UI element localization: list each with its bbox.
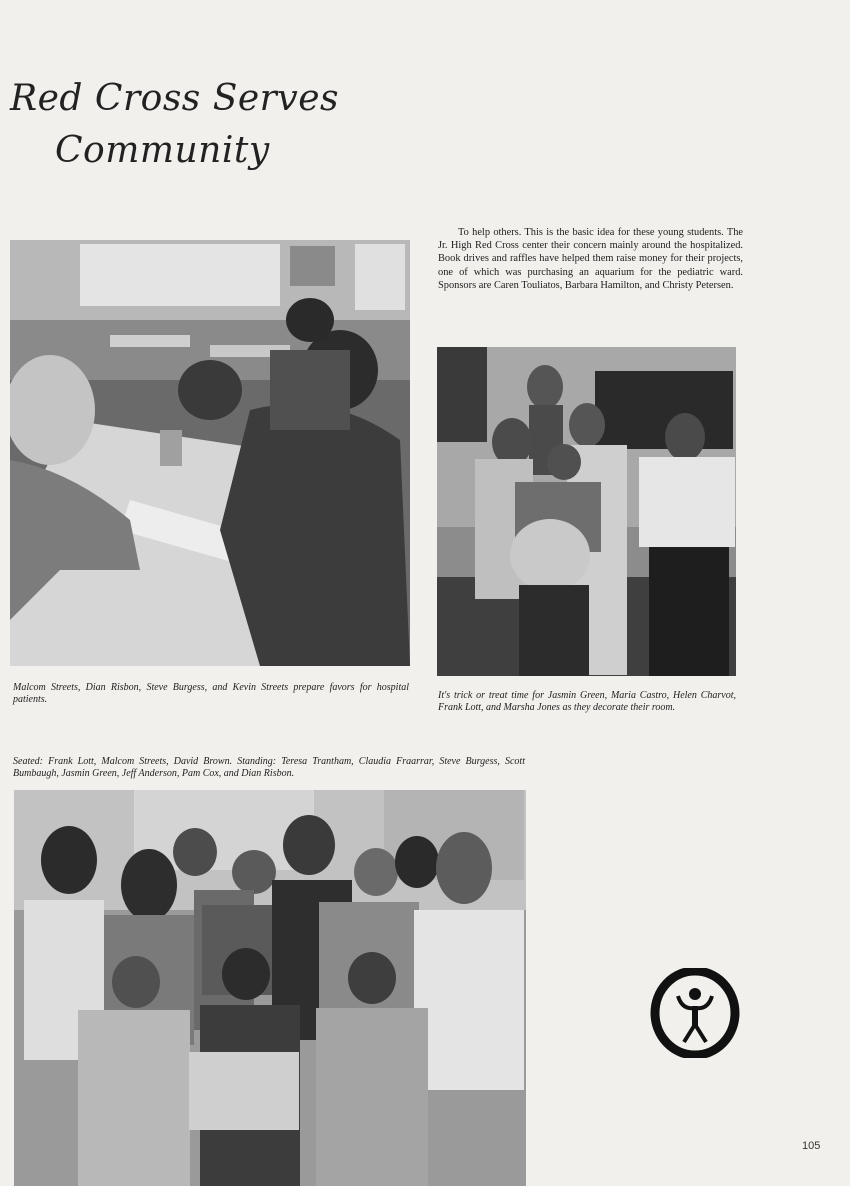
caption-group-photo: Seated: Frank Lott, Malcom Streets, David Brown. Standing: Teresa Trantham, Claudia Fraarrar, Steve Burgess, Scott Bumbaugh, Jasmin Green, Jeff Anderson, Pam Cox, and Dian Risbon. bbox=[13, 756, 525, 779]
stick-figure-emblem-icon bbox=[650, 968, 740, 1058]
caption-preparing-favors: Malcom Streets, Dian Risbon, Steve Burgess, and Kevin Streets prepare favors for hospital patients. bbox=[13, 682, 409, 705]
photo-preparing-favors bbox=[10, 240, 410, 666]
page-title-line-2: Community bbox=[55, 130, 270, 171]
article-body: To help others. This is the basic idea for these young students. The Jr. High Red Cross center their concern mainly around the hospitalized. Book drives and raffles have helped them raise money for their projects, one of which was purchasing an aquarium for the pediatric ward. Sponsors are Caren Touliatos, Barbara Hamilton, and Christy Petersen. bbox=[438, 227, 743, 291]
page-number: 105 bbox=[802, 1140, 821, 1152]
photo-trick-or-treat bbox=[437, 347, 736, 676]
photo-group-portrait bbox=[14, 790, 526, 1186]
page-title-line-1: Red Cross Serves bbox=[10, 78, 340, 119]
caption-trick-or-treat: It's trick or treat time for Jasmin Green, Maria Castro, Helen Charvot, Frank Lott, and Marsha Jones as they decorate their room. bbox=[438, 690, 736, 713]
